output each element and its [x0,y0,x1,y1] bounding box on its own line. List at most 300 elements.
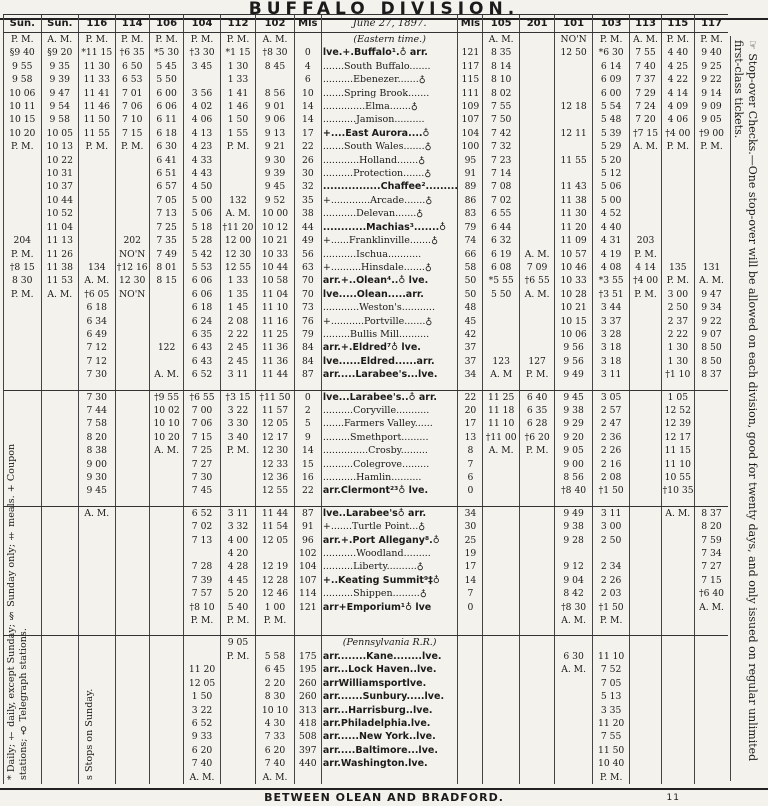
time-cell: †8 15 [4,261,42,274]
time-cell: 2 03 [592,587,630,600]
time-cell [519,140,554,153]
time-cell [149,560,183,573]
time-cell: 6 19 [483,248,519,261]
page-title: BUFFALO DIVISION. [0,0,768,20]
table-row [4,248,729,261]
time-cell: 25 [458,534,483,547]
time-cell: †4 00 [630,274,661,287]
time-cell [519,315,554,328]
time-cell: 508 [294,730,321,743]
time-cell [115,484,149,497]
time-cell: 9 29 [555,417,593,430]
divider-cell [630,498,661,507]
time-cell: 30 [458,520,483,533]
header-left-2: 116 [79,15,115,33]
time-cell: §9 40 [4,46,42,59]
time-cell: 6 14 [592,60,630,73]
station-name: arr......New York..lve. [322,731,436,743]
time-cell: 6 00 [592,87,630,100]
time-cell: 3 11 [220,506,255,520]
time-cell [695,194,729,207]
time-cell: 11 20 [184,663,220,676]
time-cell: 7 30 [184,471,220,484]
time-cell: P. M. [519,444,554,457]
time-cell: A. M. [519,288,554,301]
time-cell: 86 [458,194,483,207]
table-row [4,274,729,287]
time-cell: §9 20 [41,46,79,59]
time-cell: †8 30 [555,601,593,614]
time-cell [41,368,79,381]
table-row [4,234,729,247]
time-cell: 7 27 [695,560,729,573]
time-cell [149,704,183,717]
time-cell [41,677,79,690]
time-cell: 11 15 [661,444,694,457]
time-cell: 11 53 [41,274,79,287]
time-cell: 6 32 [483,234,519,247]
time-cell: 20 [458,404,483,417]
time-cell: A. M. [220,207,255,220]
time-cell: 7 40 [184,757,220,770]
time-cell: 10 21 [555,301,593,314]
time-cell: 4 52 [592,207,630,220]
time-cell [483,704,519,717]
time-cell: †6 05 [79,288,115,301]
station-cell [321,757,458,770]
time-cell: 6 28 [519,417,554,430]
time-cell: 11 25 [483,390,519,404]
time-cell: 4 02 [184,100,220,113]
station-cell: ............Weston's........... [321,301,458,314]
time-cell: 17 [458,417,483,430]
time-cell: 7 13 [184,534,220,547]
time-cell: 10 28 [555,288,593,301]
time-cell [220,704,255,717]
time-cell: P. M. [220,444,255,457]
time-cell: 12 28 [256,574,295,587]
time-cell [294,771,321,784]
divider-cell [115,382,149,391]
time-cell: 11 55 [555,154,593,167]
time-cell: P. M. [695,33,729,47]
time-cell: †8 40 [555,484,593,497]
time-cell [79,248,115,261]
time-cell [483,690,519,703]
time-cell: 6 55 [483,207,519,220]
time-cell: 7 30 [79,368,115,381]
time-cell [519,113,554,126]
time-cell: 87 [294,506,321,520]
station-name: arr.+..Olean⁴..♁ lve. [322,275,429,287]
time-cell [41,301,79,314]
table-row [4,431,729,444]
time-cell: 7 55 [630,46,661,59]
time-cell: 5 29 [592,140,630,153]
time-cell: 4 50 [184,180,220,193]
time-cell [630,506,661,520]
time-cell [220,180,255,193]
station-name: arrWilliamsportlve. [322,677,427,689]
time-cell [630,431,661,444]
time-cell: 3 56 [184,87,220,100]
time-cell [256,73,295,86]
time-cell [695,614,729,627]
time-cell: 10 06 [4,87,42,100]
time-cell: †8 30 [256,46,295,59]
time-cell [41,730,79,743]
time-cell [483,663,519,676]
time-cell: 3 44 [592,301,630,314]
time-cell [519,458,554,471]
time-cell [555,677,593,690]
station-cell: .........Bullis Mill.......... [321,328,458,341]
time-cell: 10 33 [555,274,593,287]
time-cell: 6 43 [184,355,220,368]
time-cell: 11 30 [79,60,115,73]
time-cell: 10 52 [41,207,79,220]
time-cell: 10 33 [256,248,295,261]
time-cell: 44 [294,221,321,234]
station-cell [321,390,458,404]
time-cell: 11 43 [555,180,593,193]
time-cell: 4 33 [184,154,220,167]
table-row [4,87,729,100]
station-cell [321,368,458,381]
time-cell [519,87,554,100]
time-cell: A. M. [555,663,593,676]
time-cell [519,717,554,730]
time-cell: 11 25 [256,328,295,341]
time-cell: 6 11 [149,113,183,126]
footer-text: BETWEEN OLEAN AND BRADFORD. [264,791,504,804]
time-cell [695,221,729,234]
time-cell [661,207,694,220]
station-cell [321,288,458,301]
time-cell: 9 55 [4,60,42,73]
time-cell: 1 55 [220,127,255,140]
time-cell [630,663,661,676]
time-cell [41,417,79,430]
header-left-5: 104 [184,15,220,33]
divider-cell [519,498,554,507]
time-cell: 8 38 [79,444,115,457]
time-cell: P. M. [220,33,255,47]
time-cell: 5 40 [220,601,255,614]
divider-cell [592,382,630,391]
time-cell [695,207,729,220]
time-cell [630,341,661,354]
divider-cell [458,382,483,391]
time-cell: 5 20 [592,154,630,167]
time-cell [519,127,554,140]
time-cell: 74 [458,234,483,247]
time-cell: A. M. [79,506,115,520]
station-cell [321,717,458,730]
station-cell [321,704,458,717]
time-cell [4,328,42,341]
time-cell [115,207,149,220]
divider-cell [458,627,483,636]
time-cell: †1 50 [592,484,630,497]
time-cell: 9 30 [256,154,295,167]
time-cell [458,730,483,743]
time-cell: 5 50 [149,73,183,86]
time-cell: 9 56 [555,355,593,368]
time-cell: 76 [294,315,321,328]
time-cell [695,730,729,743]
time-cell [630,194,661,207]
time-cell [695,458,729,471]
time-cell: 9 [294,431,321,444]
time-cell: 8 02 [483,87,519,100]
time-cell: 2 36 [592,431,630,444]
time-cell [661,717,694,730]
station-name: lve.....Olean.....arr. [322,288,424,300]
time-cell: 11 10 [256,301,295,314]
time-cell [630,717,661,730]
time-cell: 8 14 [483,60,519,73]
time-cell [115,717,149,730]
time-cell: 95 [458,154,483,167]
divider-cell [294,498,321,507]
time-cell: †3 30 [184,46,220,59]
time-cell [483,560,519,573]
time-cell: 2 45 [220,341,255,354]
time-cell: 3 18 [592,341,630,354]
header-date: June 27, 1897. [321,15,458,33]
time-cell: 9 01 [256,100,295,113]
time-cell: 10 02 [149,404,183,417]
time-cell [115,506,149,520]
time-cell: 5 12 [592,167,630,180]
time-cell: †11 20 [220,221,255,234]
time-cell: 10 55 [661,471,694,484]
time-cell: A. M [483,368,519,381]
time-cell [41,534,79,547]
divider-cell [149,498,183,507]
time-cell [695,234,729,247]
time-cell: 134 [79,261,115,274]
time-cell [41,458,79,471]
time-cell: 7 42 [483,127,519,140]
time-cell: 37 [458,355,483,368]
table-row [4,154,729,167]
table-row [4,341,729,354]
time-cell [661,520,694,533]
time-cell [79,574,115,587]
time-cell: 9 30 [79,471,115,484]
time-cell [41,574,79,587]
time-cell [41,315,79,328]
time-cell: 7 29 [630,87,661,100]
time-cell [483,717,519,730]
station-cell: ..........Protection.......♁ [321,167,458,180]
time-cell: 11 04 [41,221,79,234]
header-right-1: 105 [483,15,519,33]
divider-cell [79,627,115,636]
time-cell: 4 30 [256,717,295,730]
time-cell [630,690,661,703]
time-cell: 5 06 [592,180,630,193]
time-cell: 7 05 [592,677,630,690]
time-cell [220,663,255,676]
time-cell [555,730,593,743]
time-cell: 7 52 [592,663,630,676]
time-cell: 58 [458,261,483,274]
time-cell [630,154,661,167]
time-cell: 4 31 [592,234,630,247]
time-cell [519,534,554,547]
time-cell [483,757,519,770]
time-cell [519,234,554,247]
time-cell [149,614,183,627]
time-cell: 12 55 [220,261,255,274]
divider-cell [321,627,458,636]
time-cell [115,154,149,167]
time-cell: 5 39 [592,127,630,140]
time-cell: 50 [458,274,483,287]
time-cell [41,704,79,717]
time-cell [458,717,483,730]
time-cell: 9 13 [256,127,295,140]
time-cell [519,207,554,220]
time-cell [519,328,554,341]
time-cell [630,587,661,600]
time-cell: 9 58 [4,73,42,86]
time-cell [630,614,661,627]
time-cell: 79 [294,328,321,341]
time-cell: 6 40 [519,390,554,404]
time-cell: 313 [294,704,321,717]
time-cell [458,744,483,757]
time-cell: 1 05 [661,390,694,404]
time-cell: 16 [294,471,321,484]
station-cell: ............Holland.......♁ [321,154,458,167]
time-cell [555,60,593,73]
divider-cell [149,382,183,391]
table-row [4,744,729,757]
header-left-4: 106 [149,15,183,33]
table-row [4,60,729,73]
time-cell: 7 20 [630,113,661,126]
time-cell: 11 20 [555,221,593,234]
time-cell [115,757,149,770]
time-cell: 4 20 [220,547,255,560]
table-row [4,390,729,404]
time-cell [458,614,483,627]
time-cell [115,328,149,341]
time-cell [115,315,149,328]
time-cell: 6 43 [184,341,220,354]
time-cell [519,547,554,560]
time-cell: P. M. [4,288,42,301]
time-cell [661,587,694,600]
time-cell [41,506,79,520]
time-cell [220,690,255,703]
time-cell [4,404,42,417]
time-cell: 260 [294,677,321,690]
station-name: ............Machias³.......♁ [322,221,447,233]
time-cell: 111 [458,87,483,100]
divider-cell [695,498,729,507]
station-name: arr+Emporium¹♁ lve [322,601,432,613]
time-cell: 9 38 [555,520,593,533]
time-cell: P. M. [4,248,42,261]
time-cell: 8 20 [79,431,115,444]
time-cell: 4 08 [592,261,630,274]
divider-cell [41,498,79,507]
station-cell [321,46,458,59]
station-cell: .......Spring Brook....... [321,87,458,100]
time-cell: P. M. [661,274,694,287]
time-cell [115,301,149,314]
time-cell [695,717,729,730]
station-cell [321,771,458,784]
time-cell [149,574,183,587]
time-cell [630,574,661,587]
time-cell: A. M. [41,288,79,301]
time-cell [79,167,115,180]
time-cell [115,194,149,207]
time-cell: 114 [294,587,321,600]
time-cell [458,757,483,770]
time-cell [149,650,183,663]
time-cell: 7 35 [149,234,183,247]
time-cell [458,33,483,47]
time-cell [695,704,729,717]
header-right-5: 113 [630,15,661,33]
time-cell [4,180,42,193]
time-cell: 12 33 [256,458,295,471]
time-cell [149,730,183,743]
time-cell [630,534,661,547]
time-cell: 7 40 [256,757,295,770]
time-cell: 7 05 [149,194,183,207]
station-cell: +.......Turtle Point...♁ [321,520,458,533]
time-cell: 2 08 [592,471,630,484]
time-cell [519,690,554,703]
time-cell: 11 55 [79,127,115,140]
station-cell: ...............Crosby......... [321,444,458,457]
time-cell: 7 01 [115,87,149,100]
time-cell [661,194,694,207]
time-cell: 7 02 [483,194,519,207]
time-cell: 3 40 [220,431,255,444]
header-right-3: 101 [555,15,593,33]
time-cell: P. M. [4,140,42,153]
time-cell [630,328,661,341]
time-cell: 5 06 [184,207,220,220]
time-cell: NO'N [555,33,593,47]
time-cell: 11 18 [483,404,519,417]
time-cell [519,677,554,690]
time-cell [458,704,483,717]
time-cell [519,744,554,757]
time-cell [630,417,661,430]
table-row [4,113,729,126]
station-name: arr.....Larabee's...lve. [322,369,438,381]
table-row [4,458,729,471]
time-cell: 3 45 [184,60,220,73]
time-cell [41,560,79,573]
divider-cell [519,382,554,391]
table-row [4,140,729,153]
time-cell [115,341,149,354]
time-cell [695,771,729,784]
time-cell [630,404,661,417]
divider-cell [184,627,220,636]
